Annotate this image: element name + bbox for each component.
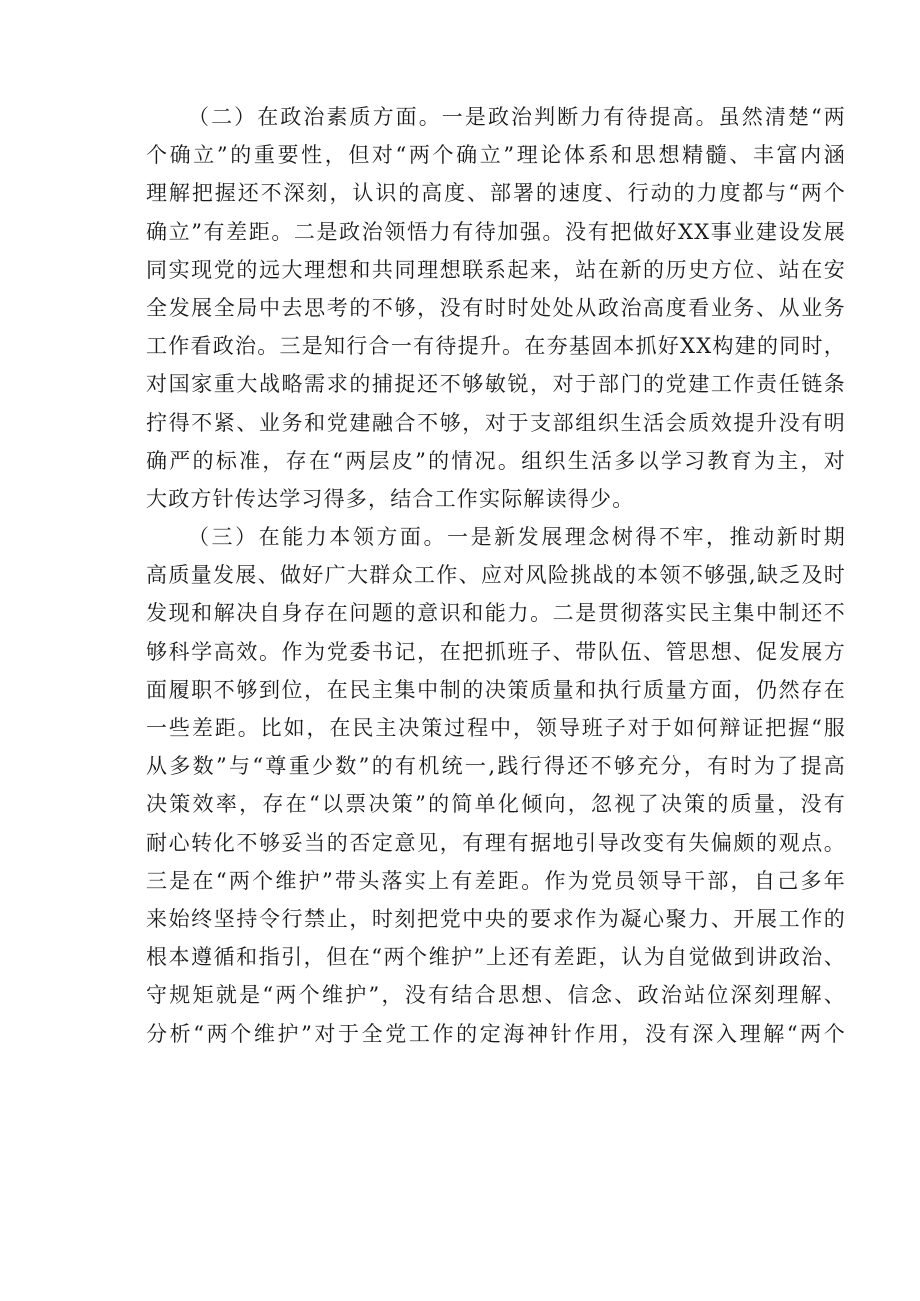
paragraph-capability: [146, 518, 846, 1053]
paragraph-line: 耐心转化不够妥当的否定意见，有理有据地引导改变有失偏颇的观点。: [146, 830, 846, 855]
paragraph-line: 根本遵循和指引，但在“两个维护”上还有差距，认为自觉做到讲政治、: [146, 945, 846, 970]
document-body: [146, 98, 846, 1053]
paragraph-line: 全发展全局中去思考的不够，没有时时处处从政治高度看业务、从业务: [146, 295, 846, 320]
paragraph-line: 够科学高效。作为党委书记，在把抓班子、带队伍、管思想、促发展方: [146, 639, 846, 664]
paragraph-line: 同实现党的远大理想和共同理想联系起来，站在新的历史方位、站在安: [146, 257, 846, 282]
paragraph-political-quality: [146, 98, 846, 518]
paragraph-line: （三）在能力本领方面。一是新发展理念树得不牢，推动新时期: [188, 525, 846, 550]
paragraph-line: 个确立”的重要性，但对“两个确立”理论体系和思想精髓、丰富内涵: [146, 143, 846, 168]
paragraph-line: 拧得不紧、业务和党建融合不够，对于支部组织生活会质效提升没有明: [146, 410, 846, 435]
paragraph-line: 对国家重大战略需求的捕捉还不够敏锐，对于部门的党建工作责任链条: [146, 372, 846, 397]
paragraph-line: 分析“两个维护”对于全党工作的定海神针作用，没有深入理解“两个: [146, 1021, 846, 1046]
paragraph-line: 三是在“两个维护”带头落实上有差距。作为党员领导干部，自己多年: [146, 868, 846, 893]
paragraph-line: 工作看政治。三是知行合一有待提升。在夯基固本抓好XX构建的同时，: [146, 334, 846, 359]
paragraph-line: 高质量发展、做好广大群众工作、应对风险挑战的本领不够强,缺乏及时: [146, 563, 846, 588]
paragraph-line: 来始终坚持令行禁止，时刻把党中央的要求作为凝心聚力、开展工作的: [146, 906, 846, 931]
paragraph-line: 确立”有差距。二是政治领悟力有待加强。没有把做好XX事业建设发展: [146, 219, 846, 244]
paragraph-line: （二）在政治素质方面。一是政治判断力有待提高。虽然清楚“两: [188, 105, 846, 129]
paragraph-line: 一些差距。比如，在民主决策过程中，领导班子对于如何辩证把握“服: [146, 716, 846, 740]
paragraph-line: 大政方针传达学习得多，结合工作实际解读得少。: [146, 486, 635, 511]
paragraph-line: 理解把握还不深刻，认识的高度、部署的速度、行动的力度都与“两个: [146, 181, 846, 206]
paragraph-line: 面履职不够到位，在民主集中制的决策质量和执行质量方面，仍然存在: [146, 677, 846, 702]
paragraph-line: 决策效率，存在“以票决策”的简单化倾向，忽视了决策的质量，没有: [146, 792, 846, 817]
paragraph-line: 守规矩就是“两个维护”，没有结合思想、信念、政治站位深刻理解、: [146, 983, 846, 1008]
paragraph-line: 确严的标准，存在“两层皮”的情况。组织生活多以学习教育为主，对: [146, 448, 846, 473]
paragraph-line: 发现和解决自身存在问题的意识和能力。二是贯彻落实民主集中制还不: [146, 601, 846, 626]
paragraph-line: 从多数”与“尊重少数”的有机统一,践行得还不够充分，有时为了提高: [146, 754, 846, 779]
